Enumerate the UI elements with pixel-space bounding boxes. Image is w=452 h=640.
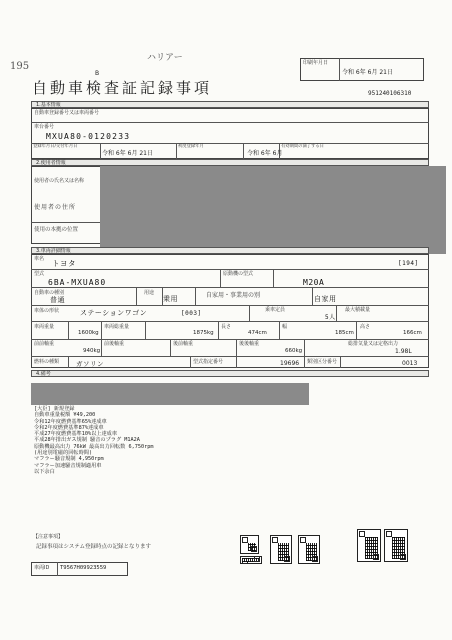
variant-mark: B xyxy=(95,70,100,77)
front-rear-axle-label: 前後軸重 xyxy=(104,341,125,347)
document-number: 951240106310 xyxy=(368,90,412,97)
capacity-value: 5人 xyxy=(325,314,336,321)
maker-code: [194] xyxy=(398,260,419,267)
front-axle-label: 前前軸重 xyxy=(34,341,55,347)
chassis-number-label: 車台番号 xyxy=(34,124,55,130)
rear-front-axle-label: 後前軸重 xyxy=(173,341,194,347)
engine-label: 原動機の型式 xyxy=(223,271,254,277)
body-shape-value: ステーションワゴン xyxy=(80,309,148,317)
rear-axle-label: 後後軸重 xyxy=(239,341,260,347)
vehicle-id-label: 車両ID xyxy=(34,565,50,571)
remark-line: マフラー加速騒音規制適用車 xyxy=(34,462,102,469)
maker-label: 車名 xyxy=(34,256,45,262)
notice-label: 【注意事項】 xyxy=(33,534,64,540)
print-date-label: 印刷年月日 xyxy=(303,60,329,66)
redacted-remarks xyxy=(31,383,309,405)
vehicle-weight-value: 1600kg xyxy=(78,330,99,336)
remark-line: 自動車重量税額 ¥49,200 xyxy=(34,412,96,419)
expiry-value: 令和 6年 6月 xyxy=(247,150,283,157)
gross-weight-value: 1875kg xyxy=(193,330,214,336)
remark-line: (用途別電磁的回転時間) xyxy=(34,450,93,457)
remark-line: [大臣] 新規登録 xyxy=(34,406,75,412)
body-shape-label: 車体の形状 xyxy=(34,308,60,314)
remark-line: 平成28年排出ガス規制 騒音のプラグ M1A2A xyxy=(34,437,140,444)
category-number-label: 類別区分番号 xyxy=(307,359,338,365)
maker-value: トヨタ xyxy=(52,259,76,268)
registration-number-label: 自動車登録番号又は車両番号 xyxy=(34,110,100,116)
qr-code xyxy=(384,529,408,562)
qr-code xyxy=(298,535,320,564)
displacement-label: 総排気量又は定格出力 xyxy=(348,341,399,347)
chassis-number-value: MXUA80-0120233 xyxy=(46,132,131,141)
purpose-value: 自家用 xyxy=(314,295,337,303)
remark-line: 令和12年度燃費基準65%達成車 xyxy=(34,418,107,425)
section3-heading: 3.車両詳細情報 xyxy=(31,247,429,254)
user-name-label: 使用者の氏名又は名称 xyxy=(34,178,85,184)
qr-code xyxy=(357,529,381,562)
approval-number-value: 19696 xyxy=(280,360,300,367)
first-year-label: 初度登録年月 xyxy=(178,144,204,149)
print-date-value: 令和 6年 6月 21日 xyxy=(342,69,393,76)
width-label: 幅 xyxy=(282,324,288,330)
height-value: 166cm xyxy=(403,330,422,336)
vehicle-id-value: T9567H09923559 xyxy=(60,565,107,571)
use-value: 乗用 xyxy=(163,295,178,303)
handwritten-model-name: ハリアー xyxy=(147,53,183,63)
use-label: 用途 xyxy=(144,290,155,296)
model-label: 型式 xyxy=(34,271,45,277)
model-value: 6BA-MXUA80 xyxy=(48,278,107,287)
remark-line: 原動機最高出力 76kW 最高出力回転数 6,750rpm xyxy=(34,443,154,450)
fuel-type-value: ガソリン xyxy=(76,360,104,368)
qr-code xyxy=(270,535,292,564)
rear-axle-value: 660kg xyxy=(285,348,303,354)
remark-line: マフラー騒音規制 4,950rpm xyxy=(34,456,104,463)
redacted-user-info xyxy=(100,166,446,254)
body-shape-code: [003] xyxy=(181,310,202,317)
engine-value: M20A xyxy=(303,278,325,287)
handwritten-number: 195 xyxy=(10,61,30,72)
vehicle-type-value: 普通 xyxy=(50,296,65,304)
height-label: 高さ xyxy=(360,324,371,330)
expiry-label: 有効期間の満了する日 xyxy=(281,144,324,149)
purpose-label: 自家用・事業用の別 xyxy=(206,292,261,299)
remark-line: 以下余白 xyxy=(34,468,55,475)
remark-line: 平成27年度燃費基準10%以上達成車 xyxy=(34,431,118,438)
first-registration-label: 登録年月日/交付年月日 xyxy=(33,144,78,149)
width-value: 185cm xyxy=(335,330,354,336)
first-registration-value: 令和 6年 6月 21日 xyxy=(102,150,153,157)
section1-heading: 1.基本情報 xyxy=(31,101,429,108)
document-title: 自動車検査証記録事項 xyxy=(32,79,213,97)
remark-line: 令和2年度燃費基準87%達成車 xyxy=(34,424,104,431)
notice-text: 記録事項はシステム登録時点の記録となります xyxy=(36,544,151,550)
fuel-type-label: 燃料の種類 xyxy=(34,359,60,365)
remarks-notes xyxy=(34,406,153,475)
user-address-label: 使用者の住所 xyxy=(34,204,77,211)
approval-number-label: 型式指定番号 xyxy=(193,359,224,365)
vehicle-type-label: 自動車の種別 xyxy=(34,290,65,296)
max-load-label: 最大積載量 xyxy=(345,307,371,313)
qr-code xyxy=(240,535,259,554)
front-axle-value: 940kg xyxy=(83,348,101,354)
base-location-label: 使用の本拠の位置 xyxy=(34,227,79,233)
vehicle-weight-label: 車両重量 xyxy=(34,324,55,330)
capacity-label: 乗車定員 xyxy=(265,307,286,313)
section4-heading: 4.備考 xyxy=(31,370,429,377)
length-label: 長さ xyxy=(221,324,232,330)
qr-code xyxy=(240,556,262,564)
length-value: 474cm xyxy=(248,330,267,336)
gross-weight-label: 車両総重量 xyxy=(104,324,130,330)
section2-heading: 2.使用者情報 xyxy=(31,159,429,166)
category-number-value: 0013 xyxy=(402,360,418,367)
displacement-value: 1.98L xyxy=(395,348,412,355)
